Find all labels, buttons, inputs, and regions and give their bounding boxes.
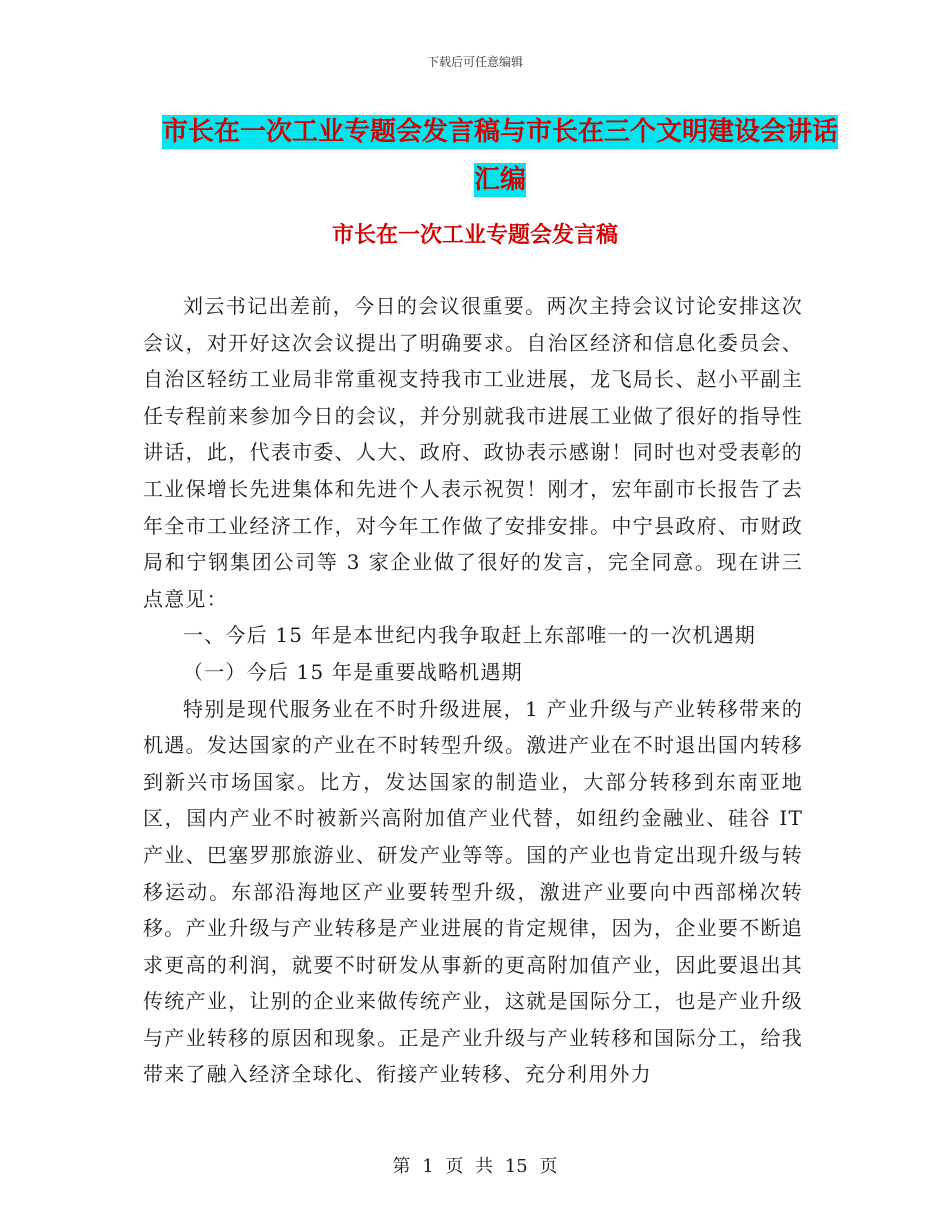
section-title: 市长在一次工业专题会发言稿 bbox=[331, 222, 618, 248]
document-title-text: 市长在一次工业专题会发言稿与市长在三个文明建设会讲话汇编 bbox=[161, 117, 838, 195]
document-body bbox=[143, 288, 803, 1093]
header-note: 下载后可任意编辑 bbox=[426, 55, 523, 69]
page-footer: 第 1 页 共 15 页 bbox=[392, 1156, 558, 1177]
paragraph: 刘云书记出差前，今日的会议很重要。两次主持会议讨论安排这次会议，对开好这次会议提出了明确要求。自治区经济和信息化委员会、自治区轻纺工业局非常重视支持我市工业进展，龙飞局长、赵小平副主任专程前来参加今日的会议，并分别就我市进展工业做了很好的指导性讲话，此，代表市委、人大、政府、政协表示感谢！同时也对受表彰的工业保增长先进集体和先进个人表示祝贺！刚才，宏年副市长报告了去年全市工业经济工作，对今年工作做了安排安排。中宁县政府、市财政局和宁钢集团公司等 3 家企业做了很好的发言，完全同意。现在讲三点意见： bbox=[143, 294, 803, 611]
document-title bbox=[150, 108, 850, 204]
paragraph: （一）今后 15 年是重要战略机遇期 bbox=[183, 659, 523, 684]
paragraph: 一、今后 15 年是本世纪内我争取赶上东部唯一的一次机遇期 bbox=[183, 623, 756, 648]
paragraph: 特别是现代服务业在不时升级进展，1 产业升级与产业转移带来的机遇。发达国家的产业在不时转型升级。激进产业在不时退出国内转移到新兴市场国家。比方，发达国家的制造业，大部分转移到东南亚地区，国内产业不时被新兴高附加值产业代替，如纽约金融业、硅谷 IT 产业、巴塞罗那旅游业、研发产业等等。国的产业也肯定出现升级与转移运动。东部沿海地区产业要转型升级，激进产业要向中西部梯次转移。产业升级与产业转移是产业进展的肯定规律，因为，企业要不断追求更高的利润，就要不时研发从事新的更高附加值产业，因此要退出其传统产业，让别的企业来做传统产业，这就是国际分工，也是产业升级与产业转移的原因和现象。正是产业升级与产业转移和国际分工，给我带来了融入经济全球化、衔接产业转移、充分利用外力 bbox=[143, 696, 803, 1087]
